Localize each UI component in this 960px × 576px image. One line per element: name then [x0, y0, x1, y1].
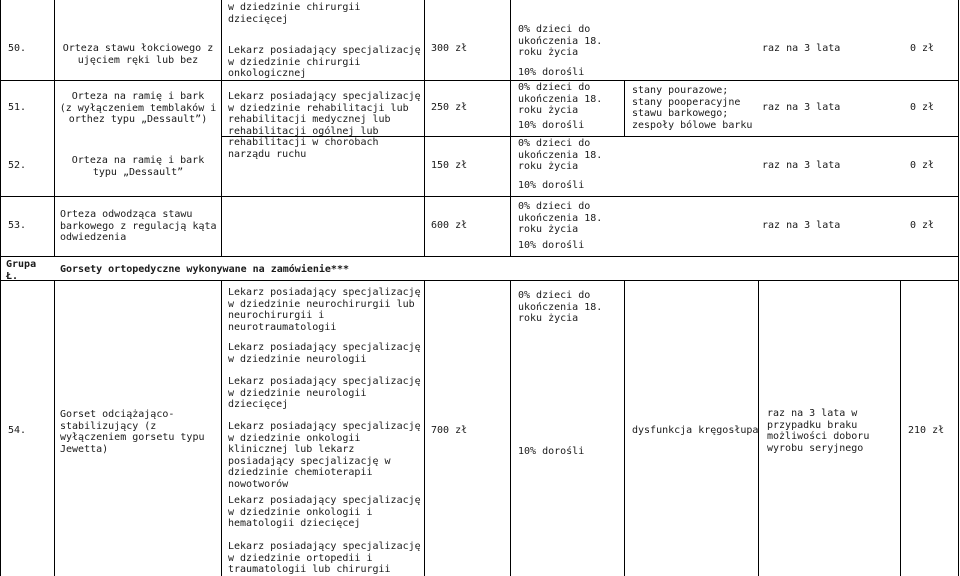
row-number: 52.	[8, 160, 27, 171]
item-name: Orteza stawu łokciowego z ujęciem ręki lub bez	[62, 43, 214, 66]
row-number: 51.	[8, 102, 27, 113]
usage-period: raz na 3 lata	[762, 43, 841, 54]
price-limit: 250 zł	[431, 102, 468, 113]
grid-line	[424, 0, 425, 256]
grid-line	[624, 80, 625, 136]
usage-period: raz na 3 lata	[762, 102, 841, 113]
grid-line	[958, 0, 959, 576]
specialist-text: Lekarz posiadający specjalizację w dziedzinie neurologii	[228, 342, 421, 365]
copay-children: 0% dzieci do ukończenia 18. roku życia	[518, 138, 603, 172]
grid-line	[221, 0, 222, 256]
price-limit: 700 zł	[431, 425, 468, 436]
grid-line	[510, 0, 511, 256]
price-limit: 600 zł	[431, 220, 468, 231]
indication-text: dysfunkcja kręgosłupa	[632, 425, 759, 436]
grid-line	[0, 0, 1, 576]
subsidy-limit: 0 zł	[910, 160, 935, 171]
copay-adults: 10% dorośli	[518, 446, 585, 457]
specialist-text: Lekarz posiadający specjalizację w dziedzinie onkologii i hematologii dziecięcej	[228, 495, 421, 529]
copay-children: 0% dzieci do ukończenia 18. roku życia	[518, 201, 603, 235]
usage-period: raz na 3 lata	[762, 220, 841, 231]
price-limit: 300 zł	[431, 43, 468, 54]
row-number: 54.	[8, 425, 27, 436]
usage-period: raz na 3 lata	[762, 160, 841, 171]
item-name: Gorset odciążająco- stabilizujący (z wyłączeniem gorsetu typu Jewetta)	[60, 409, 205, 455]
item-name: Orteza na ramię i bark typu „Dessault”	[71, 155, 205, 178]
grid-line	[54, 280, 55, 576]
specialist-text: Lekarz posiadający specjalizację w dziedzinie neurochirurgii lub neurochirurgii i neurotraumatologii	[228, 287, 421, 333]
price-limit: 150 zł	[431, 160, 468, 171]
copay-adults: 10% dorośli	[518, 180, 585, 191]
specialist-text: Lekarz posiadający specjalizację w dziedzinie rehabilitacji lub rehabilitacji medycznej lub rehabilitacji ogólnej lub rehabilitacji w chorobach narządu ruchu	[228, 91, 421, 160]
grid-line	[0, 256, 959, 257]
indication-text: stany pourazowe; stany pooperacyjne stawu barkowego; zespoły bólowe barku	[632, 85, 753, 131]
grid-line	[0, 280, 959, 281]
copay-children: 0% dzieci do ukończenia 18. roku życia	[518, 24, 603, 58]
item-name: Orteza odwodząca stawu barkowego z regulacją kąta odwiedzenia	[60, 209, 217, 243]
subsidy-limit: 0 zł	[910, 220, 935, 231]
copay-adults: 10% dorośli	[518, 120, 585, 131]
row-number: 50.	[8, 43, 27, 54]
grid-line	[900, 280, 901, 576]
group-label: Grupa Ł.	[6, 259, 37, 282]
subsidy-limit: 210 zł	[908, 425, 945, 436]
grid-line	[624, 280, 625, 576]
copay-children: 0% dzieci do ukończenia 18. roku życia	[518, 82, 603, 116]
grid-line	[0, 196, 959, 197]
specialist-text: Lekarz posiadający specjalizację w dziedzinie chirurgii onkologicznej	[228, 45, 421, 79]
copay-children: 0% dzieci do ukończenia 18. roku życia	[518, 290, 603, 324]
specialist-text: Lekarz posiadający specjalizację w dziedzinie onkologii klinicznej lub lekarz posiadający specjalizację w dziedzinie chemioterapii nowotworów	[228, 421, 421, 490]
subsidy-limit: 0 zł	[910, 43, 935, 54]
specialist-text: Lekarz posiadający specjalizację w dziedzinie neurologii dziecięcej	[228, 376, 421, 410]
subsidy-limit: 0 zł	[910, 102, 935, 113]
grid-line	[54, 0, 55, 256]
grid-line	[0, 80, 959, 81]
copay-adults: 10% dorośli	[518, 240, 585, 251]
grid-line	[510, 280, 511, 576]
specialist-text: Lekarz posiadający specjalizację w dziedzinie ortopedii i traumatologii lub chirurgii	[228, 541, 421, 575]
grid-line	[221, 280, 222, 576]
group-title: Gorsety ortopedyczne wykonywane na zamówienie***	[60, 264, 349, 275]
row-number: 53.	[8, 220, 27, 231]
copay-adults: 10% dorośli	[518, 67, 585, 78]
grid-line	[424, 280, 425, 576]
specialist-text: w dziedzinie chirurgii dziecięcej	[228, 2, 361, 25]
usage-period: raz na 3 lata w przypadku braku możliwości doboru wyrobu seryjnego	[767, 408, 870, 454]
item-name: Orteza na ramię i bark (z wyłączeniem temblaków i orthez typu „Dessault”)	[59, 91, 217, 125]
